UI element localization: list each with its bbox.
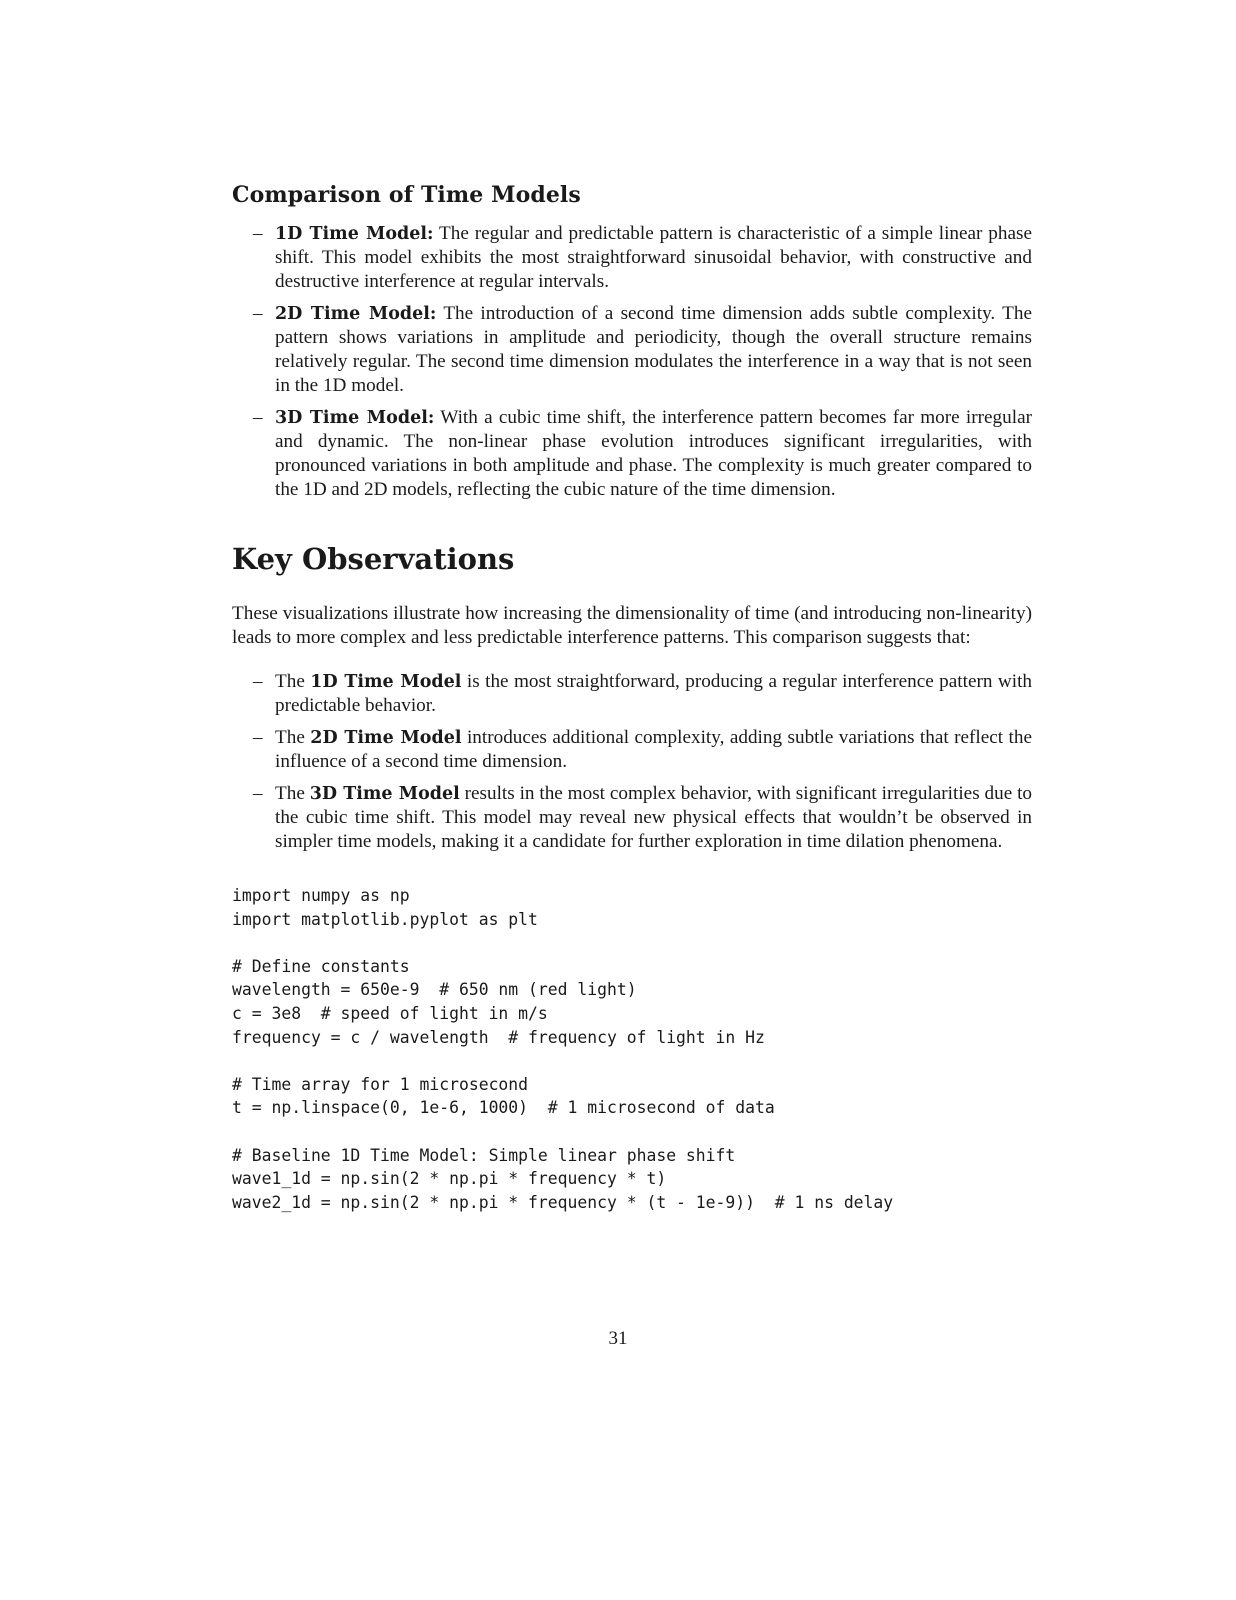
- code-line: frequency = c / wavelength # frequency of light in Hz: [232, 1027, 765, 1047]
- comparison-term: 3D Time Model:: [275, 408, 435, 428]
- code-line: # Baseline 1D Time Model: Simple linear phase shift: [232, 1145, 736, 1165]
- observation-item-3d: [275, 782, 1032, 854]
- code-line: t = np.linspace(0, 1e-6, 1000) # 1 microsecond of data: [232, 1098, 775, 1118]
- comparison-text: The regular and predictable pattern is characteristic of a simple linear phase shift. This model exhibits the most straightforward sinusoidal behavior, with constructive and destructive interference at regular intervals.: [275, 223, 1032, 292]
- comparison-item-2d: [275, 302, 1032, 398]
- observation-prefix: The: [275, 671, 311, 692]
- code-line-blank: [232, 931, 1032, 955]
- observation-item-2d: [275, 726, 1032, 774]
- observation-term: 1D Time Model: [310, 672, 462, 692]
- code-line: c = 3e8 # speed of light in m/s: [232, 1003, 548, 1023]
- code-line-blank: [232, 1120, 1032, 1144]
- observation-item-1d: [275, 670, 1032, 718]
- comparison-term: 1D Time Model:: [275, 224, 434, 244]
- observation-text: introduces additional complexity, adding subtle variations that reflect the influence of a second time dimension.: [275, 727, 1032, 772]
- observation-prefix: The: [275, 783, 310, 804]
- code-line: wavelength = 650e-9 # 650 nm (red light): [232, 980, 637, 1000]
- observations-list: [232, 670, 1032, 854]
- code-line: import matplotlib.pyplot as plt: [232, 909, 538, 929]
- code-line: # Time array for 1 microsecond: [232, 1074, 529, 1094]
- comparison-term: 2D Time Model:: [275, 304, 437, 324]
- comparison-heading: Comparison of Time Models: [232, 182, 581, 208]
- observations-intro: These visualizations illustrate how increasing the dimensionality of time (and introducing non-linearity) leads to more complex and less predictable interference patterns. This comparison suggests that:: [232, 603, 1032, 648]
- comparison-item-1d: [275, 222, 1032, 294]
- page-content: [232, 182, 1032, 1214]
- observation-text: is the most straightforward, producing a regular interference pattern with predictable behavior.: [275, 671, 1032, 716]
- code-line: import numpy as np: [232, 886, 410, 905]
- observation-prefix: The: [275, 727, 311, 748]
- observations-heading: Key Observations: [232, 542, 515, 576]
- code-line-blank: [232, 1049, 1032, 1073]
- code-block: [232, 884, 1032, 1214]
- observation-text: results in the most complex behavior, with significant irregularities due to the cubic time shift. This model may reveal new physical effects that wouldn’t be observed in simpler time models, making it a candidate for further exploration in time dilation phenomena.: [275, 783, 1033, 852]
- observation-term: 3D Time Model: [309, 784, 460, 804]
- code-line: # Define constants: [232, 956, 410, 976]
- comparison-item-3d: [275, 406, 1032, 502]
- page-number: 31: [608, 1328, 628, 1349]
- observation-term: 2D Time Model: [310, 728, 462, 748]
- comparison-text: With a cubic time shift, the interference pattern becomes far more irregular and dynamic. The non-linear phase evolution introduces significant irregularities, with pronounced variations in both amplitude and phase. The complexity is much greater compared to the 1D and 2D models, reflecting the cubic nature of the time dimension.: [275, 407, 1032, 500]
- comparison-list: [232, 222, 1032, 502]
- code-line: wave1_1d = np.sin(2 * np.pi * frequency * t): [232, 1169, 667, 1189]
- code-line: wave2_1d = np.sin(2 * np.pi * frequency * (t - 1e-9)) # 1 ns delay: [232, 1192, 894, 1212]
- comparison-text: The introduction of a second time dimension adds subtle complexity. The pattern shows variations in amplitude and periodicity, though the overall structure remains relatively regular. The second time dimension modulates the interference in a way that is not seen in the 1D model.: [275, 303, 1033, 396]
